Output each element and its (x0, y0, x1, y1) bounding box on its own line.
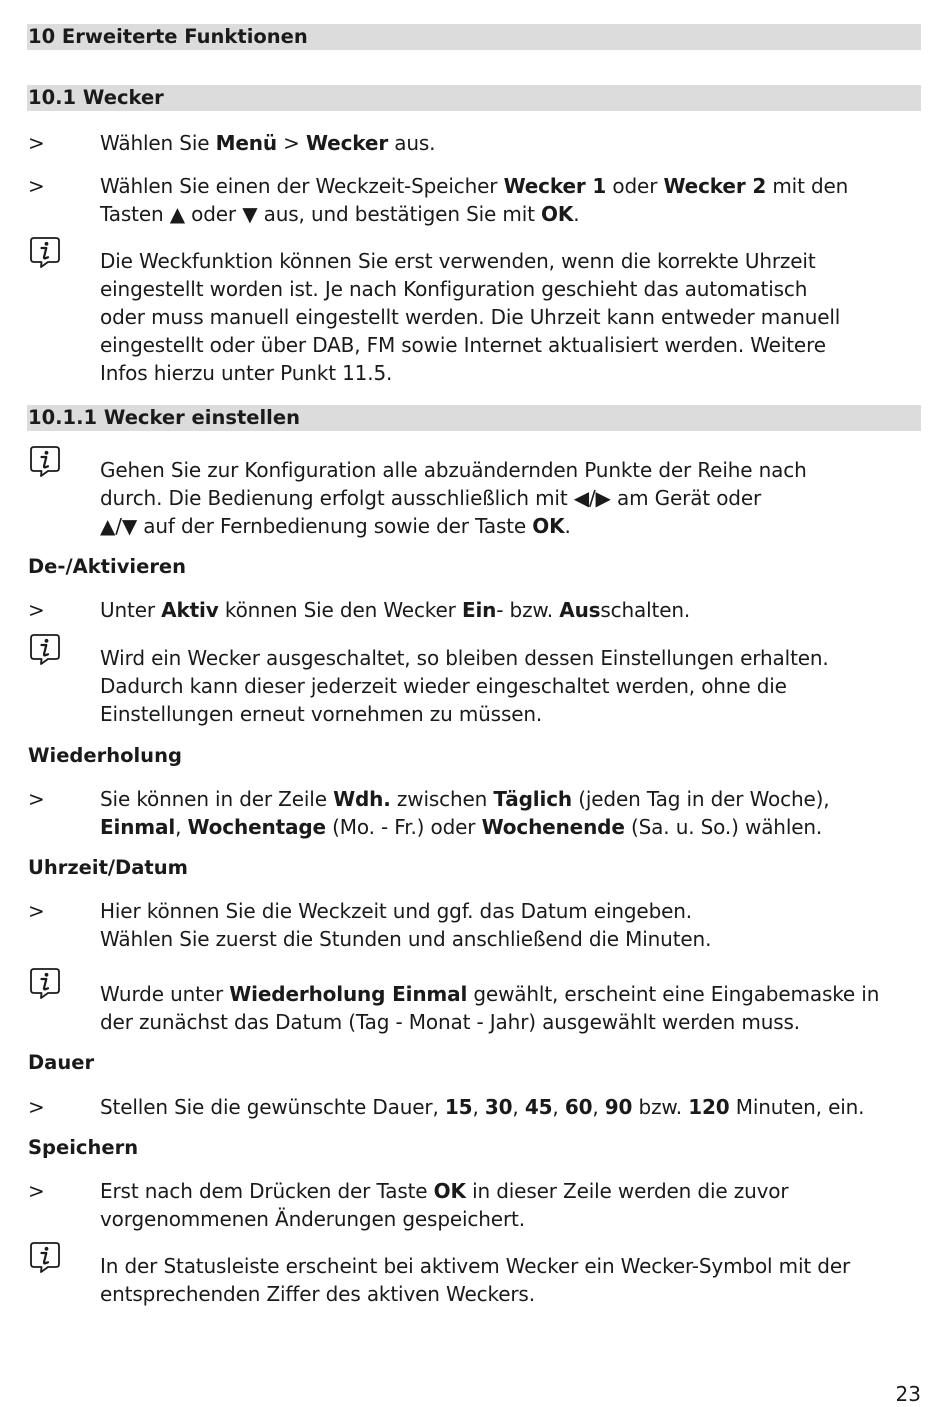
bold-term: 120 (688, 1095, 730, 1119)
bold-term: Wecker 1 (503, 174, 607, 198)
bold-term: Einmal (100, 815, 176, 839)
bold-term: OK (541, 202, 574, 226)
text-span: (Mo. - Fr.) oder (325, 815, 482, 839)
info-icon (28, 632, 62, 666)
info-icon (28, 1240, 62, 1274)
text-span: Wählen Sie einen der Weckzeit-Speicher (100, 174, 504, 198)
text-span: ▲/▼ auf der Fernbedienung sowie der Taste (100, 514, 533, 538)
bold-term: 60 (564, 1095, 593, 1119)
text-span: gewählt, erscheint eine Eingabemaske in (467, 982, 880, 1006)
bold-term: Wdh. (333, 787, 391, 811)
text-span: (Sa. u. So.) wählen. (624, 815, 823, 839)
text-line: Wird ein Wecker ausgeschaltet, so bleiben dessen Einstellungen erhalten. (100, 646, 829, 670)
bold-term: Wochenende (481, 815, 625, 839)
text-span: Erst nach dem Drücken der Taste (100, 1179, 434, 1203)
text-line: Gehen Sie zur Konfiguration alle abzuändernden Punkte der Reihe nach (100, 458, 807, 482)
text-line: Die Weckfunktion können Sie erst verwenden, wenn die korrekte Uhrzeit (100, 249, 816, 273)
text-span: , (175, 815, 188, 839)
list-item-text (100, 1177, 922, 1233)
text-span: Tasten ▲ oder ▼ aus, und bestätigen Sie mit (100, 202, 542, 226)
text-line: durch. Die Bedienung erfolgt ausschließlich mit ◀/▶ am Gerät oder (100, 486, 762, 510)
bullet-marker: > (28, 1179, 45, 1203)
bold-term: 90 (604, 1095, 633, 1119)
section-heading: 10.1 Wecker (27, 85, 921, 111)
text-span: in dieser Zeile werden die zuvor (465, 1179, 789, 1203)
page-number: 23 (895, 1382, 921, 1406)
info-note-text (100, 644, 922, 728)
bold-term: Täglich (493, 787, 572, 811)
info-note-text (100, 1252, 922, 1308)
text-span: . (564, 514, 571, 538)
bold-term: 30 (484, 1095, 513, 1119)
text-span: > (276, 131, 306, 155)
info-note-text (100, 247, 922, 387)
text-span: , (592, 1095, 605, 1119)
bold-term: Aktiv (161, 598, 219, 622)
text-line: der zunächst das Datum (Tag - Monat - Jahr) ausgewählt werden muss. (100, 1010, 800, 1034)
text-line: vorgenommenen Änderungen gespeichert. (100, 1207, 525, 1231)
text-span: oder (606, 174, 664, 198)
bold-term: Wecker (305, 131, 389, 155)
text-line: Dadurch kann dieser jederzeit wieder eingeschaltet werden, ohne die (100, 674, 787, 698)
bold-term: OK (532, 514, 565, 538)
bullet-marker: > (28, 598, 45, 622)
bold-term: Wecker 2 (663, 174, 767, 198)
heading-uhrzeit-datum: Uhrzeit/Datum (28, 856, 188, 879)
info-note-text (100, 456, 922, 540)
text-span: Unter (100, 598, 162, 622)
list-item-text (100, 897, 922, 953)
info-icon (28, 966, 62, 1000)
text-span: aus. (388, 131, 436, 155)
text-span: , (552, 1095, 565, 1119)
bullet-marker: > (28, 131, 45, 155)
text-span: zwischen (390, 787, 494, 811)
heading-speichern: Speichern (28, 1136, 139, 1159)
text-line: In der Statusleiste erscheint bei aktivem Wecker ein Wecker-Symbol mit der (100, 1254, 851, 1278)
text-line: eingestellt worden ist. Je nach Konfiguration geschieht das automatisch (100, 277, 808, 301)
heading-dauer: Dauer (28, 1051, 95, 1074)
subsection-heading: 10.1.1 Wecker einstellen (27, 405, 921, 431)
info-note-text (100, 980, 922, 1036)
text-span: Sie können in der Zeile (100, 787, 334, 811)
heading-wiederholung: Wiederholung (28, 744, 182, 767)
text-span: können Sie den Wecker (218, 598, 462, 622)
text-span: Stellen Sie die gewünschte Dauer, (100, 1095, 445, 1119)
text-line: entsprechenden Ziffer des aktiven Weckers. (100, 1282, 535, 1306)
text-span: (jeden Tag in der Woche), (572, 787, 830, 811)
text-span: Wählen Sie (100, 131, 216, 155)
text-span: , (472, 1095, 485, 1119)
text-span: bzw. (632, 1095, 689, 1119)
text-span: , (512, 1095, 525, 1119)
bullet-marker: > (28, 174, 45, 198)
info-icon (28, 444, 62, 478)
bold-term: Aus (559, 598, 601, 622)
list-item-text (100, 785, 922, 841)
text-span: schalten. (600, 598, 691, 622)
text-span: - bzw. (496, 598, 560, 622)
bullet-marker: > (28, 787, 45, 811)
list-item-text (100, 596, 922, 624)
list-item-text (100, 1093, 922, 1121)
bold-term: OK (433, 1179, 466, 1203)
heading-aktivieren: De-/Aktivieren (28, 555, 187, 578)
bullet-marker: > (28, 899, 45, 923)
text-line: oder muss manuell eingestellt werden. Die Uhrzeit kann entweder manuell (100, 305, 841, 329)
list-item-text (100, 172, 922, 228)
text-line: eingestellt oder über DAB, FM sowie Internet aktualisiert werden. Weitere (100, 333, 826, 357)
bold-term: 15 (444, 1095, 473, 1119)
bold-term: 45 (524, 1095, 553, 1119)
text-span: Wurde unter (100, 982, 230, 1006)
bullet-marker: > (28, 1095, 45, 1119)
text-span: Minuten, ein. (729, 1095, 865, 1119)
text-line: Einstellungen erneut vornehmen zu müssen. (100, 702, 543, 726)
info-icon (28, 235, 62, 269)
text-span: mit den (766, 174, 849, 198)
text-line: Infos hierzu unter Punkt 11.5. (100, 361, 393, 385)
text-line: Wählen Sie zuerst die Stunden und anschließend die Minuten. (100, 927, 712, 951)
text-span: . (573, 202, 580, 226)
bold-term: Menü (215, 131, 277, 155)
bold-term: Ein (461, 598, 497, 622)
chapter-heading: 10 Erweiterte Funktionen (27, 24, 921, 50)
bold-term: Wiederholung Einmal (229, 982, 468, 1006)
text-line: Hier können Sie die Weckzeit und ggf. das Datum eingeben. (100, 899, 693, 923)
bold-term: Wochentage (187, 815, 326, 839)
list-item-text (100, 129, 922, 157)
